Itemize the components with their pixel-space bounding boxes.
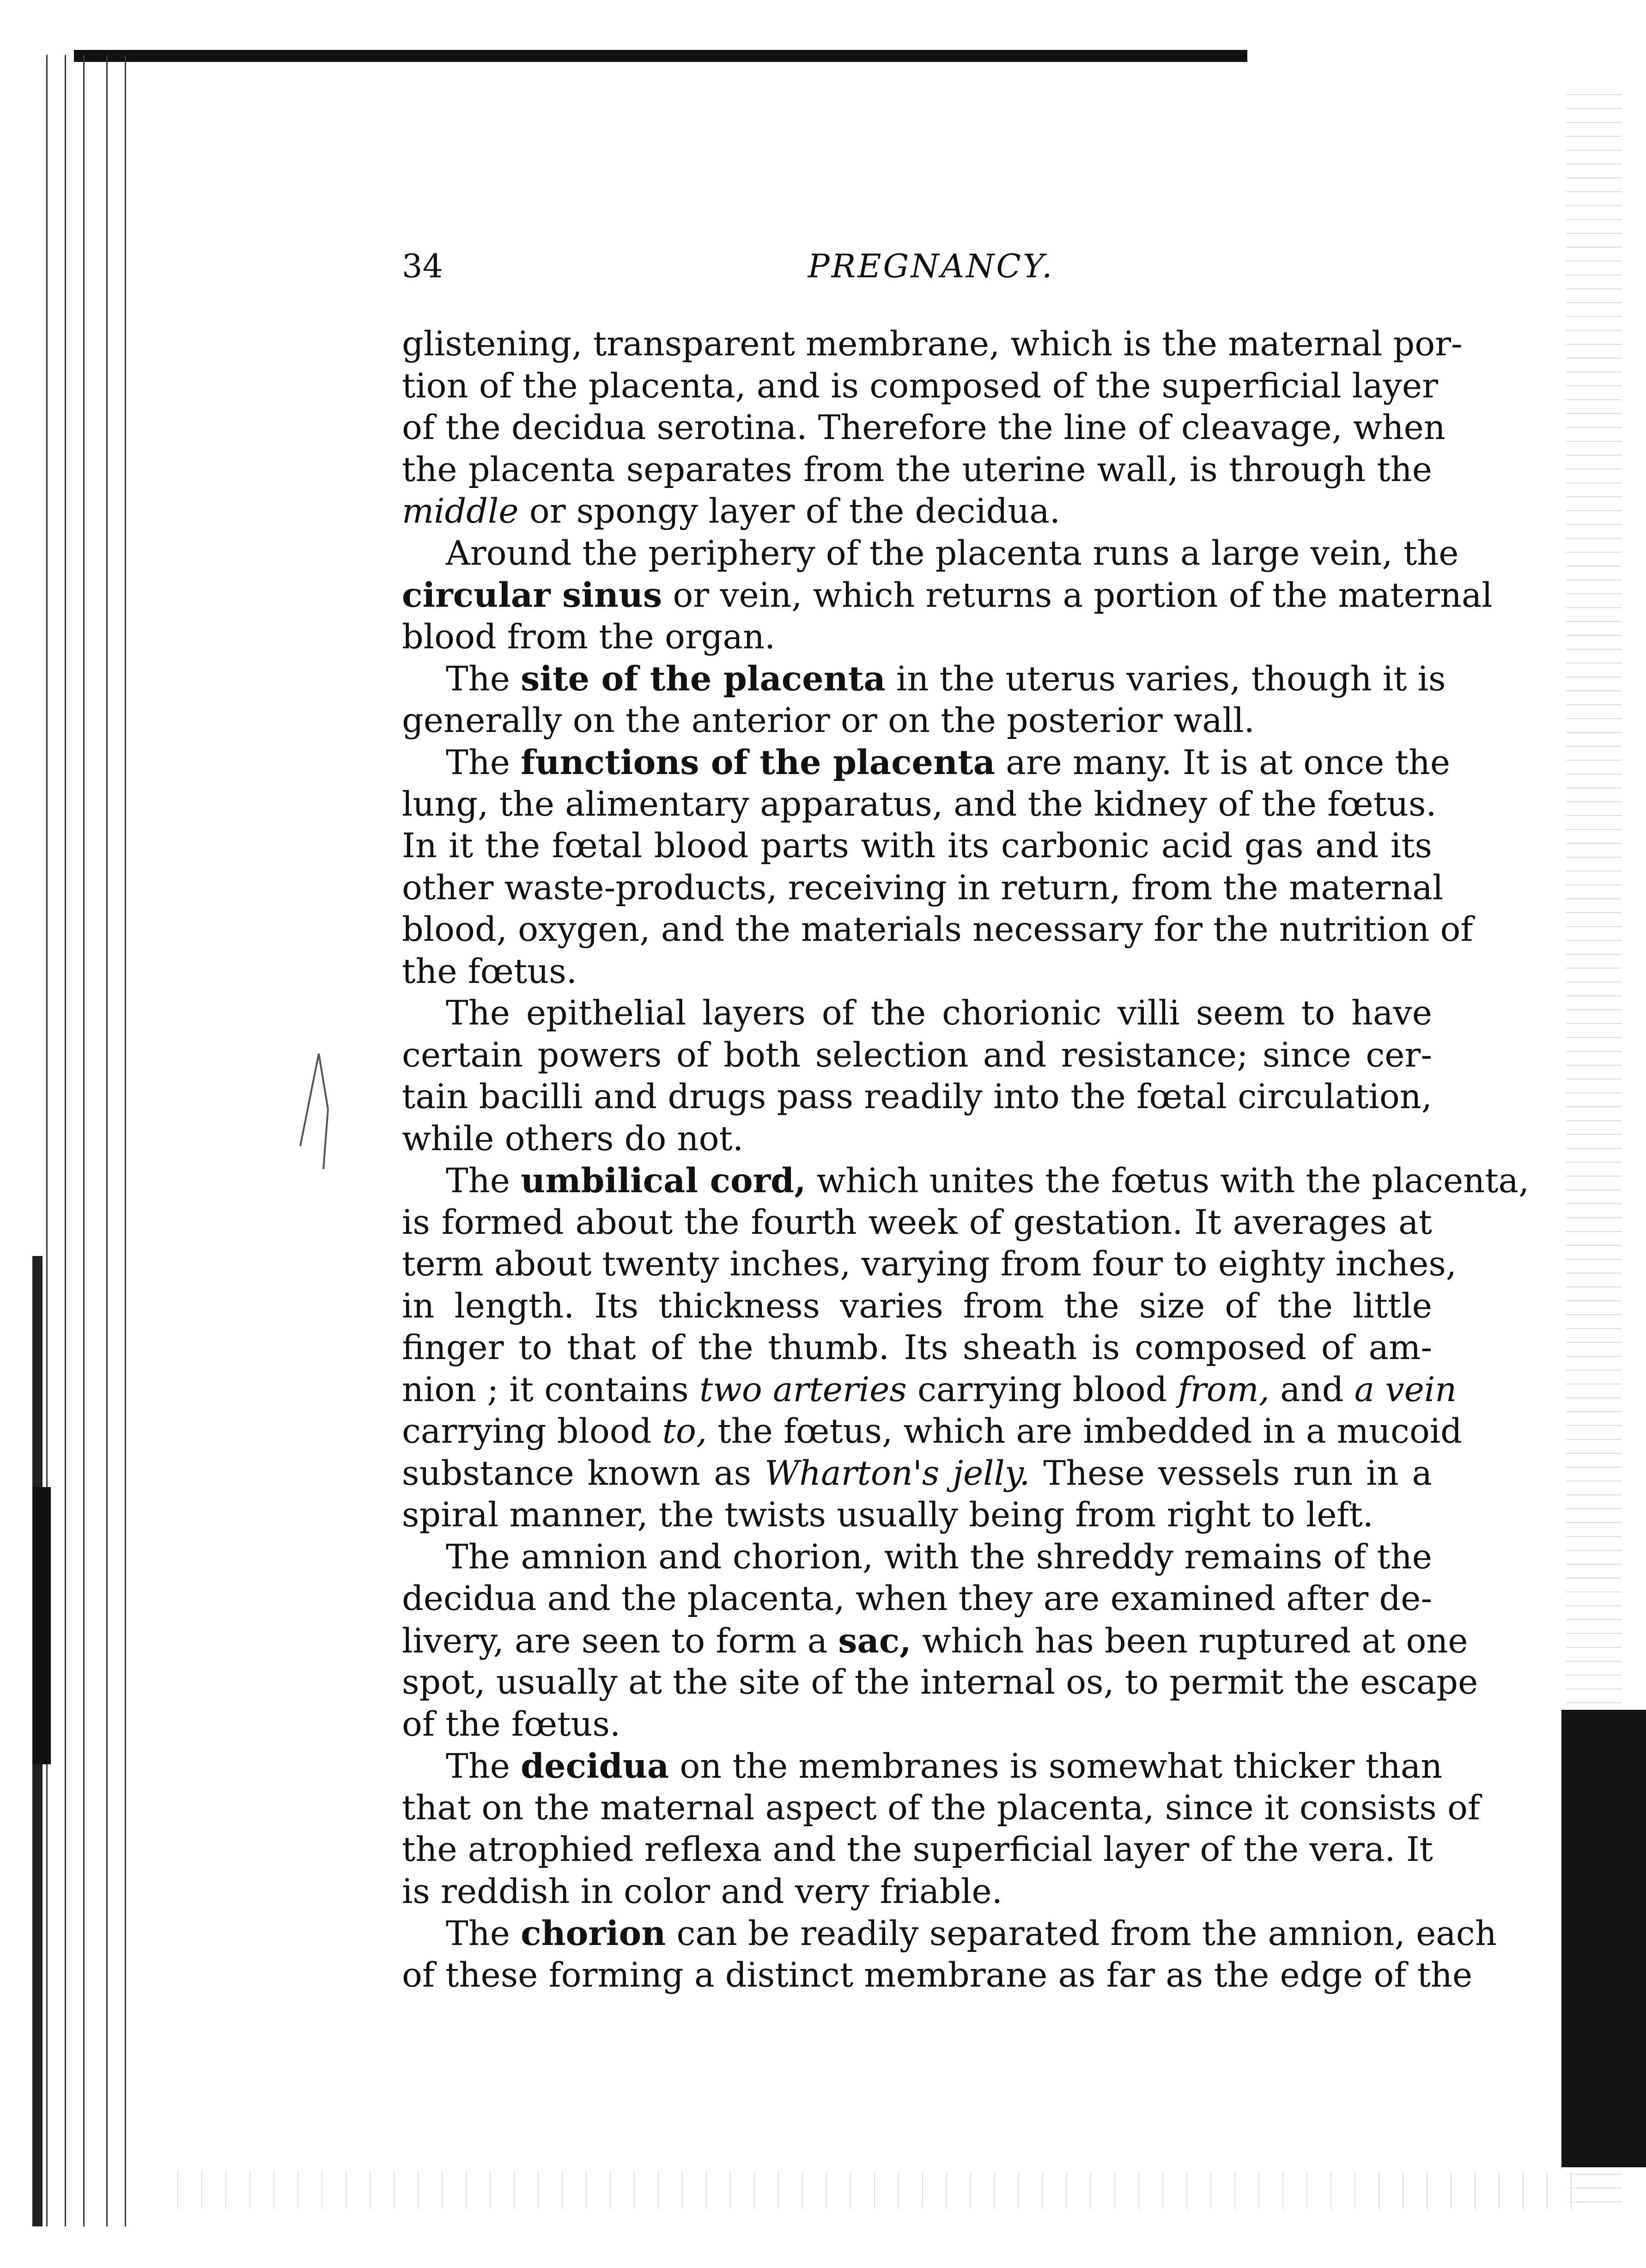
text-line (402, 1453, 1432, 1495)
text-line (402, 1913, 1497, 1955)
text-line (402, 1829, 1432, 1871)
text-segment: tain bacilli and drugs pass readily into the fœtal circulation, (402, 1077, 1432, 1116)
text-line (402, 407, 1446, 449)
text-line (402, 951, 1432, 993)
text-segment: or vein, which returns a portion of the maternal (662, 576, 1493, 615)
text-line (402, 700, 1432, 742)
text-segment: The (446, 659, 521, 699)
text-line (402, 1704, 1432, 1746)
text-segment: which has been ruptured at one (911, 1621, 1468, 1661)
text-line (402, 1035, 1432, 1077)
text-segment: The amnion and chorion, with the shreddy remains of the (446, 1537, 1432, 1577)
text-segment: In it the fœtal blood parts with its carbonic acid gas and its (402, 826, 1432, 866)
text-line (402, 909, 1473, 951)
text-segment: of the decidua serotina. Therefore the line of cleavage, when (402, 408, 1446, 447)
italic-term: from, (1178, 1370, 1269, 1409)
text-segment: blood, oxygen, and the materials necessary for the nutrition of (402, 910, 1473, 949)
text-line (402, 993, 1432, 1035)
text-line (402, 784, 1437, 826)
text-segment: the atrophied reflexa and the superficial layer of the vera. It (402, 1830, 1433, 1869)
text-line (402, 1076, 1432, 1118)
text-line (402, 1160, 1530, 1202)
text-segment: substance known as (402, 1453, 765, 1493)
text-segment: is formed about the fourth week of gestation. It averages at (402, 1202, 1432, 1242)
italic-term: middle (402, 492, 519, 531)
bold-term: circular sinus (402, 575, 662, 615)
italic-term: two arteries (699, 1370, 907, 1409)
text-segment: The epithelial layers of the chorionic villi seem to have (446, 994, 1432, 1033)
top-rule (74, 50, 1247, 62)
text-segment: certain powers of both selection and resistance; since cer- (402, 1035, 1432, 1075)
text-line (402, 1244, 1457, 1286)
text-segment: generally on the anterior or on the posterior wall. (402, 701, 1255, 740)
text-segment: in the uterus varies, though it is (885, 659, 1446, 699)
book-spine-edge (32, 55, 171, 2226)
text-segment: lung, the alimentary apparatus, and the kidney of the fœtus. (402, 784, 1437, 824)
bold-term: functions of the placenta (521, 743, 996, 782)
text-segment: is reddish in color and very friable. (402, 1872, 1002, 1911)
text-segment: The (446, 1747, 521, 1786)
text-segment: of the fœtus. (402, 1704, 621, 1744)
text-line (402, 742, 1451, 784)
text-segment: nion ; it contains (402, 1370, 699, 1409)
text-line (402, 658, 1446, 700)
text-segment: while others do not. (402, 1119, 744, 1158)
text-line (402, 1578, 1432, 1620)
text-segment: which unites the fœtus with the placenta, (806, 1161, 1530, 1201)
text-line (402, 449, 1432, 491)
text-segment: carrying blood (402, 1412, 662, 1451)
text-segment: can be readily separated from the amnion, each (666, 1914, 1497, 1953)
text-segment: finger to that of the thumb. Its sheath is composed of am- (402, 1328, 1432, 1367)
text-segment: The (446, 1914, 521, 1953)
text-segment: on the membranes is somewhat thicker than (669, 1747, 1443, 1786)
italic-term: Wharton's jelly. (765, 1453, 1030, 1493)
text-line (402, 616, 1432, 658)
running-title: PREGNANCY. (808, 247, 1054, 285)
text-line (402, 1871, 1432, 1913)
text-segment: decidua and the placenta, when they are examined after de- (402, 1579, 1432, 1618)
bold-term: decidua (521, 1746, 669, 1786)
italic-term: to, (662, 1412, 707, 1451)
text-segment: the fœtus, which are imbedded in a mucoid (707, 1412, 1462, 1451)
text-line (402, 867, 1444, 909)
text-line (402, 1494, 1432, 1536)
text-line (402, 1286, 1432, 1328)
text-segment: livery, are seen to form a (402, 1621, 838, 1661)
text-segment: glistening, transparent membrane, which is the maternal por- (402, 324, 1463, 364)
text-segment: are many. It is at once the (995, 743, 1451, 782)
text-segment: tion of the placenta, and is composed of the superficial layer (402, 366, 1439, 406)
text-line (402, 1745, 1443, 1787)
text-segment: in length. Its thickness varies from the size of the little (402, 1286, 1432, 1326)
text-segment: blood from the organ. (402, 617, 776, 657)
text-line (402, 1536, 1432, 1579)
page-number: 34 (402, 247, 443, 285)
text-segment: the fœtus. (402, 951, 577, 991)
text-line (402, 1955, 1473, 1997)
text-line (402, 825, 1432, 867)
text-line (402, 533, 1459, 575)
text-line (402, 1620, 1468, 1662)
text-segment: The (446, 743, 521, 782)
text-segment: that on the maternal aspect of the placenta, since it consists of (402, 1788, 1480, 1828)
text-line (402, 1202, 1432, 1244)
bold-term: site of the placenta (521, 659, 886, 699)
text-line (402, 323, 1463, 366)
text-line (402, 1662, 1478, 1704)
text-line (402, 1327, 1432, 1369)
text-segment: carrying blood (906, 1370, 1178, 1409)
text-segment: term about twenty inches, varying from four to eighty inches, (402, 1244, 1457, 1284)
text-line (402, 1411, 1462, 1453)
text-segment: The (446, 1161, 521, 1201)
body-text (402, 323, 1530, 1996)
scan-shadow-block (1561, 1710, 1646, 2167)
bold-term: chorion (521, 1914, 666, 1953)
text-segment: of these forming a distinct membrane as far as the edge of the (402, 1955, 1473, 1995)
bold-term: umbilical cord, (521, 1161, 806, 1201)
text-segment: These vessels run in a (1030, 1453, 1433, 1493)
running-head (402, 247, 1432, 298)
text-segment: spiral manner, the twists usually being from right to left. (402, 1495, 1373, 1535)
text-line (402, 574, 1493, 616)
text-segment: or spongy layer of the decidua. (518, 492, 1061, 531)
page-stack-bottom-edge (166, 2172, 1575, 2209)
text-line (402, 491, 1432, 533)
text-segment: Around the periphery of the placenta runs a large vein, the (446, 533, 1459, 573)
text-line (402, 366, 1439, 408)
text-line (402, 1787, 1480, 1829)
text-segment: other waste-products, receiving in return, from the maternal (402, 868, 1444, 908)
pencil-margin-mark (291, 1054, 333, 1169)
text-line (402, 1118, 1432, 1160)
text-line (402, 1369, 1457, 1411)
text-segment: and (1269, 1370, 1354, 1409)
text-segment: spot, usually at the site of the internal os, to permit the escape (402, 1663, 1478, 1702)
text-segment: the placenta separates from the uterine wall, is through the (402, 450, 1432, 489)
bold-term: sac, (838, 1621, 911, 1661)
italic-term: a vein (1354, 1370, 1457, 1409)
